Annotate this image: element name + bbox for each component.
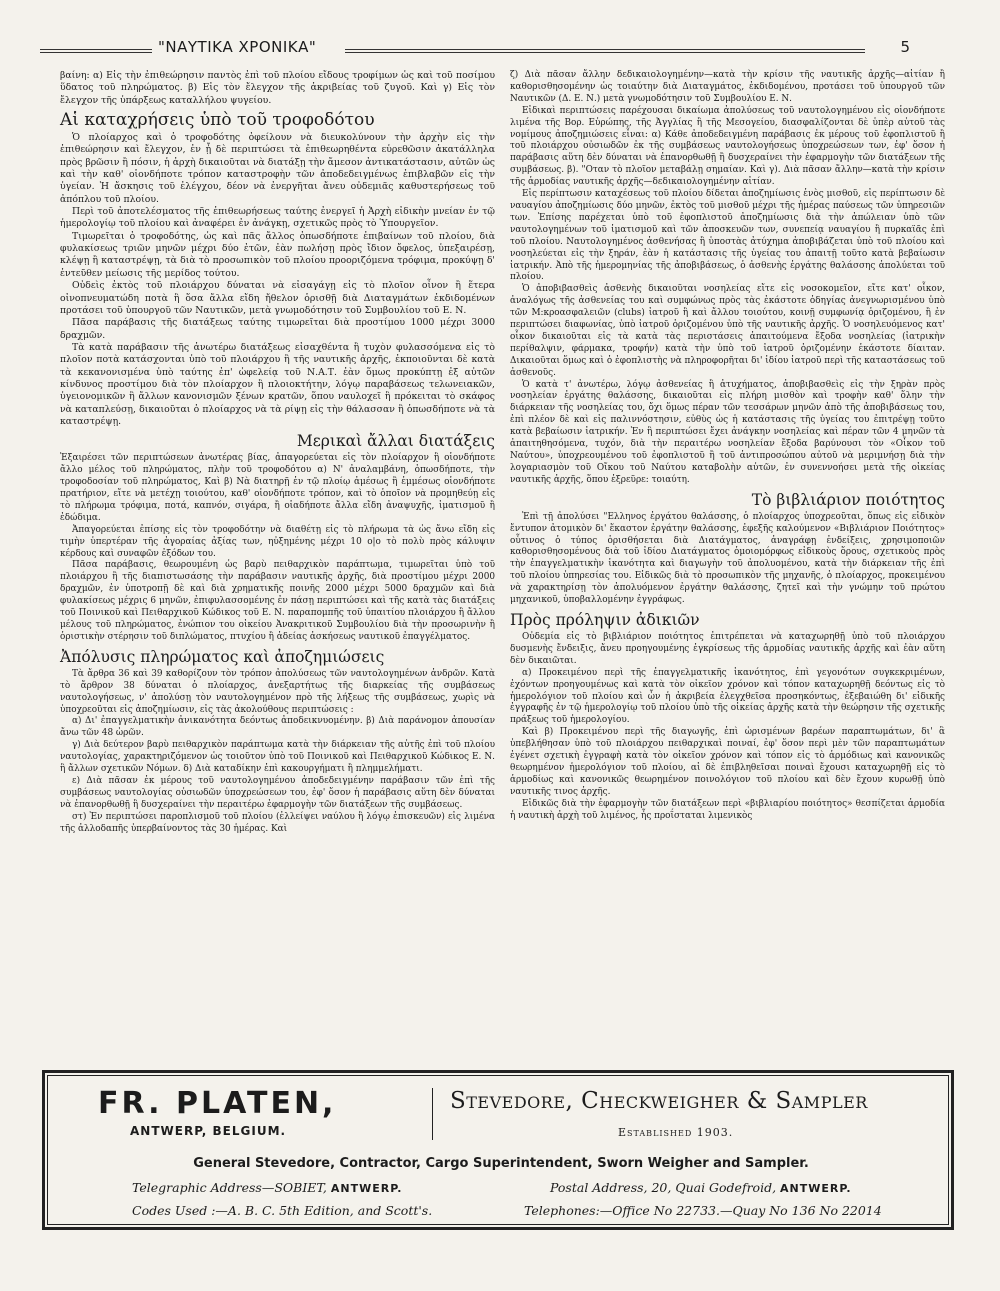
paragraph: Εἰδικῶς διὰ τὴν ἐφαρμογὴν τῶν διατάξεων περὶ «βιβλιαρίου ποιότητος» θεσπίζεται ἁρμοδία ἡ ναυτικὴ ἀρχὴ τοῦ λιμένος, ἧς προΐσταται λιμενικὸς xyxy=(510,798,945,821)
paragraph: Ὁ ἀποβιβασθεὶς ἀσθενὴς δικαιοῦται νοσηλείας εἴτε εἰς νοσοκομεῖον, εἴτε κατ' οἶκον, ἀναλόγως τῆς ἀσθενείας του καὶ συμφώνως πρὸς τὰς ἑκάστοτε ὁδηγίας ἀνεγνωρισμένου ὑπὸ τῶν Μ:κροασφαλειῶν (clubs) ἰατροῦ ἢ καὶ ἄλλου τοιούτου, κοινῇ συμφωνίᾳ ὁριζομένου, ἢ ἐν περιπτώσει διαφωνίας, ὑπὸ ἰατροῦ ὁριζομένου ὑπὸ τῆς ναυτικῆς ἀρχῆς. Ὁ νοσηλευόμενος κατ' οἶκον δικαιοῦται εἰς τὰ κατὰ τὰς περιστάσεις ἀπαιτούμενα ἔξοδα νοσηλείας (ἰατρικὴν περίθαλψιν, φάρμακα, τροφήν) κατὰ τὴν ὑπὸ τοῦ ἰατροῦ ὁριζομένην ἑκάστοτε δίαιταν. Δικαιοῦται ὅμως καὶ ὁ ἐφοπλιστὴς νὰ πληροφορῆται δι' ἰδίου ἰατροῦ περὶ τῆς καταστάσεως τοῦ ἀσθενοῦς. xyxy=(510,284,945,378)
ad-services: Stevedore, Checkweigher & Sampler xyxy=(450,1088,868,1114)
paragraph: Τιμωρεῖται ὁ τροφοδότης, ὡς καὶ πᾶς ἄλλος ὁπωσδήποτε ἐπιβαίνων τοῦ πλοίου, διὰ φυλακίσεως τριῶν μηνῶν μέχρι δύο ἐτῶν, ἐὰν πωλήσῃ πρὸς ἴδιον ὄφελος, ὑπεξαιρέσῃ, κλέψῃ ἢ καταστρέψῃ, τὰ διὰ τὸ προσωπικὸν τοῦ πλοίου προοριζόμενα τρόφιμα, προκύψῃ δ' ἐντεῦθεν μείωσις τῆς μερίδος τούτου. xyxy=(60,230,495,279)
page-number: 5 xyxy=(900,38,910,56)
ad-telegraphic: Telegraphic Address—SOBIET, ANTWERP. xyxy=(132,1180,403,1195)
paragraph: Τὰ κατὰ παράβασιν τῆς ἀνωτέρω διατάξεως εἰσαχθέντα ἢ τυχὸν φυλασσόμενα εἰς τὸ πλοῖον ποτὰ κατάσχονται ὑπὸ τοῦ πλοιάρχου ἢ τῆς ναυτικῆς ἀρχῆς, ἐκποιοῦνται δὲ κατὰ τὰ κεκανονισμένα ὑπὸ ταύτης ἐπ' ὠφελείᾳ τοῦ Ν.Α.Τ. ἐὰν ὅμως προκύπτῃ ἐξ αὐτῶν κίνδυνος προστίμου διὰ τὸν πλοίαρχον ἢ πλοιοκτήτην, λόγῳ παραβάσεως τελωνειακῶν, ὑγειονομικῶν ἢ ἄλλων κανονισμῶν ξένων κρατῶν, ὅπου ναυλοχεῖ ἢ πρόκειται τὸ σκάφος νὰ καταπλεύσῃ, δικαιοῦται ὁ πλοίαρχος νὰ τὰ ρίψῃ εἰς τὴν θάλασσαν ἢ ὁπωσδήποτε νὰ τὰ καταστρέψῃ. xyxy=(60,341,495,427)
paragraph: α) Προκειμένου περὶ τῆς ἐπαγγελματικῆς ἱκανότητος, ἐπὶ γεγονότων συγκεκριμένων, ἐχόντων προηγουμένως καὶ κατὰ τὸν οἰκεῖον χρόνον καὶ τόπον καταχωρηθῇ δεόντως εἰς τὸ ἡμερολόγιον τοῦ πλοίου καὶ ὧν ἡ ἀκριβεία ἐλεγχθεῖσα προσηκόντως, ἐξεβαιώθη δι' εἰδικῆς ἐγγραφῆς ἐν τῷ ἡμερολογίῳ τοῦ πλοίου ὑπὸ τῆς οἰκείας ἀρχῆς κατὰ τὴν θεώρησιν τῆς σχετικῆς πράξεως τοῦ ἡμερολογίου. xyxy=(510,667,945,726)
ad-divider xyxy=(432,1088,433,1140)
paragraph: ε) Διὰ πᾶσαν ἐκ μέρους τοῦ ναυτολογημένου ἀποδεδειγμένην παράβασιν τῶν ἐπὶ τῆς συμβάσεως ναυτολογίας οὐσιωδῶν ὑποχρεώσεων του, ἐφ' ὅσον ἡ παράβασις αὕτη δὲν δύναται νὰ ἐπανορθωθῇ ἢ δυσχεραίνει τὴν περαιτέρω ἐφαρμογὴν τῶν διατάξεων τῆς συμβάσεως. xyxy=(60,775,495,810)
ad-description: General Stevedore, Contractor, Cargo Superintendent, Sworn Weigher and Sampler. xyxy=(193,1156,809,1171)
ad-telephones: Telephones:—Office No 22733.—Quay No 136 No 22014 xyxy=(524,1203,882,1218)
paragraph: στ) Ἐν περιπτώσει παροπλισμοῦ τοῦ πλοίου (ἐλλείψει ναύλου ἢ λόγῳ ἐπισκευῶν) εἰς λιμένα τῆς ἀλλοδαπῆς ὑπερβαίνοντος τὰς 30 ἡμέρας. Καὶ xyxy=(60,811,495,834)
paragraph: α) Δι' ἐπαγγελματικὴν ἀνικανότητα δεόντως ἀποδεικνυομένην. β) Διὰ παράνομον ἀπουσίαν ἄνω τῶν 48 ὡρῶν. xyxy=(60,716,495,739)
paragraph: Πᾶσα παράβασις τῆς διατάξεως ταύτης τιμωρεῖται διὰ προστίμου 1000 μέχρι 3000 δραχμῶν. xyxy=(60,317,495,341)
paragraph: Οὐδεὶς ἐκτὸς τοῦ πλοιάρχου δύναται νὰ εἰσαγάγῃ εἰς τὸ πλοῖον οἶνον ἢ ἕτερα οἰνοπνευματώδη ποτὰ ἢ ὅσα ἄλλα εἴδη ἤθελον ὁρισθῇ διὰ Διαταγμάτων ἐκδιδομένων προτάσει τοῦ ὑπουργοῦ τῶν Ναυτικῶν, μετὰ γνωμοδότησιν τοῦ Συμβουλίου τοῦ Ε. Ν. xyxy=(60,280,495,316)
ad-city: ANTWERP, BELGIUM. xyxy=(130,1124,287,1138)
section-heading: Αἱ καταχρήσεις ὑπὸ τοῦ τροφοδότου xyxy=(60,110,375,131)
ad-inner-border xyxy=(47,1075,949,1225)
paragraph: Περὶ τοῦ ἀποτελέσματος τῆς ἐπιθεωρήσεως ταύτης ἐνεργεῖ ἡ Ἀρχὴ εἰδικὴν μνείαν ἐν τῷ ἡμερολογίῳ τοῦ πλοίου καὶ ἀναφέρει ἐν ἀνάγκῃ, σχετικῶς πρὸς τὸ Ὑπουργεῖον. xyxy=(60,206,495,230)
paragraph: Καὶ β) Προκειμένου περὶ τῆς διαγωγῆς, ἐπὶ ὡρισμένων βαρέων παραπτωμάτων, δι' ἃ ὑπεβλήθησαν ὑπὸ τοῦ πλοιάρχου πειθαρχικαὶ ποιναί, ἐφ' ὅσον περὶ μὲν τῶν παραπτωμάτων ἐγένετ σχετικὴ ἐγγραφὴ κατὰ τὸν οἰκεῖον χρόνον καὶ τόπον εἰς τὸ ἁρμόδιως καὶ κανονικῶς θεωρημένον ἡμερολόγιον τοῦ πλοίου, αἱ δὲ ἐπιβληθεῖσαι ποιναὶ ἔχουσι καταχωρηθῇ εἰς τὸ ἁρμοδίως καὶ κανονικῶς θεωρημένον ποινολόγιον τοῦ πλοίου καὶ δὲν ἔχουν κυρωθῇ ὑπὸ ναυτικῆς τινος ἀρχῆς. xyxy=(510,727,945,797)
paragraph: Εἰς περίπτωσιν καταχέσεως τοῦ πλοίου δίδεται ἀποζημίωσις ἑνὸς μισθοῦ, εἰς περίπτωσιν δὲ ναυαγίου ἀποζημίωσις δύο μηνῶν, ἐκτὸς τοῦ μισθοῦ μέχρι τῆς ἡμέρας παύσεως τῶν ὑπηρεσιῶν των. Ἐπίσης παρέχεται ὑπὸ τοῦ ἐφοπλιστοῦ ἀποζημίωσις διὰ τὴν ἀπώλειαν ὑπὸ τῶν ναυτολογημένων τοῦ ἱματισμοῦ καὶ τῶν ἀποσκευῶν των, συνεπείᾳ ναυαγίου ἢ πυρκαϊᾶς ἐπὶ τοῦ πλοίου. Ναυτολογημένος ἀσθενήσας ἢ ὑποστὰς ἀτύχημα ἀποβιβάζεται ὑπὸ τοῦ πλοίου καὶ νοσηλεύεται εἰς τὴν ξηράν, ἐὰν ἡ κατάστασις τῆς ὑγείας του ἀπαιτῇ τοῦτο κατὰ βεβαίωσιν ἰατρικήν. Ἀπὸ τῆς ἡμερομηνίας τῆς ἀποβιβάσεως, ὁ ἀσθενὴς ἐργάτης θαλάσσης ἀπολύεται τοῦ πλοίου. xyxy=(510,189,945,283)
left-column xyxy=(60,70,495,835)
paragraph: ζ) Διὰ πᾶσαν ἄλλην δεδικαιολογημένην—κατὰ τὴν κρίσιν τῆς ναυτικῆς ἀρχῆς—αἰτίαν ἢ καθορισθησομένην ὡς τοιαύτην διὰ Διαταγμάτος, ἐκδιδομένου, προτάσει τοῦ ὑπουργοῦ τῶν Ναυτικῶν (Δ. Ε. Ν.) μετὰ γνωμοδότησιν τοῦ Συμβουλίου Ε. Ν. xyxy=(510,70,945,104)
section-heading: Μερικαὶ ἄλλαι διατάξεις xyxy=(296,432,495,451)
advertisement-box xyxy=(42,1070,954,1230)
paragraph: Εἰδικαὶ περιπτώσεις παρέχουσαι δικαίωμα ἀπολύσεως τοῦ ναυτολογημένου εἰς οἱονδήποτε λιμένα τῆς Βορ. Εὐρώπης, τῆς Ἀγγλίας ἢ τῆς Μεσογείου, διασφαλίζονται δὲ ὑπὲρ αὐτοῦ τὰς νομίμους ἀποζημιώσεις εἶναι: α) Κάθε ἀποδεδειγμένη παράβασις ἐκ μέρους τοῦ ἐφοπλιστοῦ ἢ τοῦ πλοιάρχου οὐσιωδῶν ἐκ τῆς συμβάσεως ναυτολογήσεως ὑποχρεώσεων των, ἐφ' ὅσον ἡ παράβασις αὕτη δὲν δύναται νὰ ἐπανορθωθῇ ἢ δυσχεραίνει τὴν ἐφαρμογὴν τῶν διατάξεων τῆς συμβάσεως. β). "Οταν τὸ πλοῖον μεταβάλῃ σημαίαν. Καὶ γ). Διὰ πᾶσαν ἄλλην—κατὰ τὴν κρίσιν τῆς ἁρμοδίας ναυτικῆς ἀρχῆς—δεδικαιολογημένην αἰτίαν. xyxy=(510,105,945,188)
running-header xyxy=(30,36,970,62)
ad-brand: FR. PLATEN, xyxy=(98,1086,337,1121)
paragraph: Ἀπαγορεύεται ἐπίσης εἰς τὸν τροφοδότην νὰ διαθέτῃ εἰς τὸ πλήρωμα τὰ ὡς ἄνω εἴδη εἰς τιμὴν ὑπερτέραν τῆς ἀγοραίας ἀξίας των, ηὐξημένης μέχρι 10 ο|ο τὸ πολὺ πρὸς κάλυψιν κέρδους καὶ συναφῶν ἐξόδων του. xyxy=(60,524,495,559)
newspaper-page xyxy=(30,30,970,1261)
ad-established: Established 1903. xyxy=(618,1126,734,1139)
paragraph: Ἐξαιρέσει τῶν περιπτώσεων ἀνωτέρας βίας, ἀπαγορεύεται εἰς τὸν πλοίαρχον ἢ οἱονδήποτε ἄλλο μέλος τοῦ πληρώματος, πλὴν τοῦ τροφοδότου α) Ν' ἀναλαμβάνη, ὁπωσδήποτε, τὴν τροφοδοσίαν τοῦ πληρώματος, Καὶ β) Νὰ διατηρῇ ἐν τῷ πλοίῳ ἀμέσως ἢ ἐμμέσως οἱονδήποτε πρατήριον, εἴτε νὰ μετέχῃ τοιούτου, καθ' οἱονδήποτε τρόπον, καὶ τὸ ὁποῖον νὰ προμηθεύῃ εἰς τὸ πλήρωμα τρόφιμα, ποτά, καπνόν, σιγάρα, ἢ οἱαδήποτε ἄλλα εἴδη ἀναψυχῆς, ἱματισμοῦ ἢ ἐδώδιμα. xyxy=(60,453,495,523)
section-heading: Τὸ βιβλιάριον ποιότητος xyxy=(751,490,945,509)
paragraph: Ὁ πλοίαρχος καὶ ὁ τροφοδότης ὀφείλουν νὰ διευκολύνουν τὴν ἀρχὴν εἰς τὴν ἐπιθεώρησιν καὶ ἔλεγχον, ἐν ᾗ δὲ περιπτώσει τὰ ἐπιθεωρηθέντα εὑρεθῶσιν ἀκατάλληλα πρὸς βρῶσιν ἢ πόσιν, ἡ ἀρχὴ δικαιοῦται νὰ διατάξῃ τὴν ἄμεσον ἀντικατάστασιν, αὐτῶν ὡς καὶ τὴν καθ' οἱονδήποτε τρόπον καταστροφὴν τῶν ἀποδεδειγμένως ἐπιβλαβῶν εἰς τὴν ὑγείαν. Ἡ ἄσκησις τοῦ ἐλέγχου, δέον νὰ ἐνεργῆται ἄνευ οὐδεμιᾶς καθυστερήσεως τοῦ ἀπόπλου τοῦ πλοίου. xyxy=(60,132,495,205)
paragraph: Οὐδεμία εἰς τὸ βιβλιάριον ποιότητος ἐπιτρέπεται νὰ καταχωρηθῇ ὑπὸ τοῦ πλοιάρχου δυσμενὴς ἔνδειξις, ἄνευ προηγουμένης ἐγκρίσεως τῆς ἁρμοδίας ναυτικῆς ἀρχῆς καὶ ἐὰν αὕτη δὲν δικαιῶται. xyxy=(510,631,945,666)
paragraph: Πᾶσα παράβασις, θεωρουμένη ὡς βαρὺ πειθαρχικὸν παράπτωμα, τιμωρεῖται ὑπὸ τοῦ πλοιάρχου ἢ τῆς διαπιστωσάσης τὴν παράβασιν ναυτικῆς ἀρχῆς, διὰ προστίμου μέχρι 2000 δραχμῶν, ἐν ὑποτροπῇ δὲ καὶ διὰ χρηματικῆς ποινῆς 2000 μέχρι 5000 δραχμῶν καὶ διὰ φυλακίσεως μέχρις 6 μηνῶν, ἐπιφυλασσομένης ἐν πάσῃ περιπτώσει καὶ τῆς κατὰ τὰς διατάξεις τοῦ Ποινικοῦ καὶ Πειθαρχικοῦ Κώδικος τοῦ Ε. Ν. παραπομπῆς τοῦ ὑπαιτίου πλοιάρχου ἢ ἄλλου μέλους τοῦ πληρώματος, ἐνώπιον του οἰκείου Ἀνακριτικοῦ Συμβουλίου διὰ τὴν προσωρινὴν ἢ ὁριστικὴν στέρησιν τοῦ διπλώματος, πτυχίου ἢ ἀδείας ἀσκήσεως ναυτικοῦ ἐπαγγέλματος. xyxy=(60,560,495,642)
ad-codes: Codes Used :—A. B. C. 5th Edition, and Scott's. xyxy=(132,1203,433,1218)
paragraph: Τὰ ἄρθρα 36 καὶ 39 καθορίζουν τὸν τρόπον ἀπολύσεως τῶν ναυτολογημένων ἀνδρῶν. Κατὰ τὸ ἄρθρον 38 δύναται ὁ πλοίαρχος, ἀνεξαρτήτως τῆς διαρκείας τῆς συμβάσεως ναυτολογήσεως, ν' ἀπολύσῃ τὸν ναυτολογημένον πρὸ τῆς λήξεως τῆς συμβάσεως, χωρὶς νὰ ὑποχρεοῦται εἰς ἀποζημίωσιν, εἰς τὰς ἀκολούθους περιπτώσεις : xyxy=(60,668,495,715)
right-column xyxy=(510,70,945,822)
header-rule-left xyxy=(40,49,152,53)
paragraph: γ) Διὰ δεύτερον βαρὺ πειθαρχικὸν παράπτωμα κατὰ τὴν διάρκειαν τῆς αὐτῆς ἐπὶ τοῦ πλοίου ναυτολογίας, χαρακτηριζόμενον ὡς τοιοῦτον ὑπὸ τοῦ Ποινικοῦ καὶ Πειθαρχικοῦ Κώδικος Ε. Ν. ἢ ἄλλων σχετικῶν Νόμων. δ) Διὰ καταδίκην ἐπὶ κακουργήματι ἢ πλημμελήματι. xyxy=(60,740,495,775)
ad-postal: Postal Address, 20, Quai Godefroid, ANTWERP. xyxy=(550,1180,852,1195)
header-rule-right xyxy=(345,49,865,53)
paragraph: βαίνη: α) Εἰς τὴν ἐπιθεώρησιν παντὸς ἐπὶ τοῦ πλοίου εἴδους τροφίμων ὡς καὶ τοῦ ποσίμου ὕδατος τοῦ πληρώματος. β) Εἰς τὸν ἔλεγχον τῆς ἀκριβείας τοῦ ζυγοῦ. Καὶ γ) Εἰς τὸν ἔλεγχον τῆς ὑπάρξεως καταλλήλου ψυγείου. xyxy=(60,70,495,106)
section-heading: Ἀπόλυσις πληρώματος καὶ ἀποζημιώσεις xyxy=(60,647,385,666)
paragraph: Ὁ κατὰ τ' ἀνωτέρω, λόγῳ ἀσθενείας ἢ ἀτυχήματος, ἀποβιβασθεὶς εἰς τὴν ξηρὰν πρὸς νοσηλείαν ἐργάτης θαλάσσης, δικαιοῦται εἰς πλήρη μισθὸν καὶ τροφὴν καθ' ὅλην τὴν διάρκειαν τῆς νοσηλείας του, ὄχι ὅμως πέραν τῶν τεσσάρων μηνῶν ἀπὸ τῆς ἀποβιβάσεως του, ἐπὶ πλέον δὲ καὶ εἰς παλιννόστησιν, εὐθὺς ὡς ἡ κατάστασις τῆς ὑγείας του ἐπιτρέψῃ τοῦτο κατὰ βεβαίωσιν ἰατρικήν. Ἐν ἣ περιπτώσει ἔχει ἀνάγκην νοσηλείας καὶ πέραν τῶν 4 μηνῶν τὰ ἀπαιτηθησόμενα, τυχόν, διὰ τὴν περαιτέρω νοσηλείαν ἔξοδα βαρύνουσι τὸν «Οἶκον τοῦ Ναύτου», ὑποχρεουμένου τοῦ ἐφοπλιστοῦ ἢ τοῦ ἀντιπροσώπου αὐτοῦ νὰ μεριμνήσῃ διὰ τὴν λογαριασμὸν τοῦ Οἴκου τοῦ Ναύτου καταβολὴν αὐτῶν, ἐν συνεννοήσει μετὰ τῆς οἰκείας ναυτικῆς ἀρχῆς, ὅπου ἐξρεῦρε: τοιαύτη. xyxy=(510,379,945,485)
publication-title: "ΝΑΥΤΙΚΑ ΧΡΟΝΙΚΑ" xyxy=(158,38,317,56)
paragraph: Ἐπὶ τῇ ἀπολύσει "Ελληνος ἐργάτου θαλάσσης, ὁ πλοίαρχος ὑποχρεοῦται, ὅπως εἰς εἰδικὸν ἔντυπον ἀτομικὸν δι' ἕκαστον ἐργάτην θαλάσσης, ἐφεξῆς καλούμενον «Βιβλιάριον Ποιότητος» οὗτινος ὁ τύπος ὁρισθήσεται διὰ Διατάγματος, ἀναγράφῃ ἐνδείξεις, χρησιμοποιῶν καθορισθησομένους διὰ τοῦ ἰδίου Διατάγματος ὁμοιομόρφως εἰδικοὺς ὅρους, σχετικοὺς πρὸς τὴν ἐπαγγελματικὴν ἱκανότητα καὶ διαγωγὴν τοῦ ἀπολυομένου, κατὰ τὴν διάρκειαν τῆς ἐπὶ τοῦ πλοίου ὑπηρεσίας του. Εἰδικῶς διὰ τὸ προσωπικὸν τῆς μηχανῆς, ὁ πλοίαρχος, προκειμένου νὰ χαρακτηρίσῃ τὸν ἀπολυόμενον ἐργάτην θαλάσσης, ζητεῖ καὶ τὴν γνώμην τοῦ πρώτου μηχανικοῦ, ὑποβαλλομένην ἐγγράφως. xyxy=(510,511,945,606)
section-heading: Πρὸς πρόληψιν ἀδικιῶν xyxy=(510,610,700,629)
